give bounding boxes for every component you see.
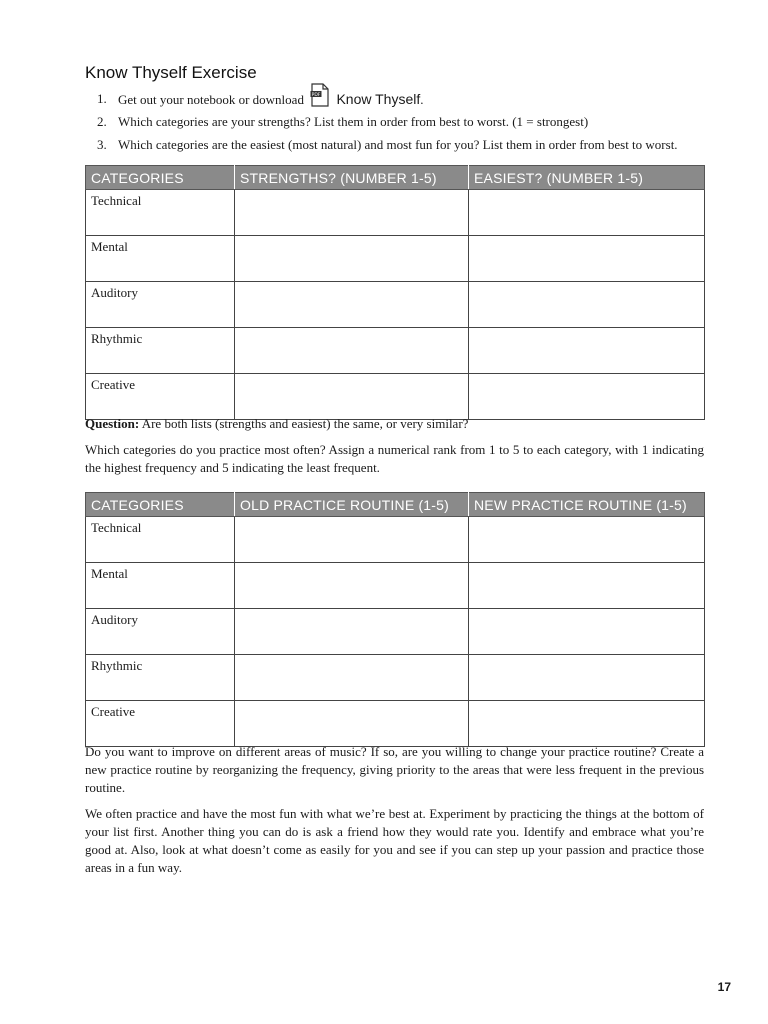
pdf-file-icon[interactable] — [310, 83, 330, 113]
list-item — [85, 135, 705, 158]
table-row — [86, 609, 705, 655]
column-header: EASIEST? (NUMBER 1-5) — [469, 166, 705, 190]
strength-input-cell[interactable] — [235, 328, 469, 374]
table-header-row — [86, 166, 705, 190]
step-suffix: . — [420, 92, 424, 107]
table-row — [86, 282, 705, 328]
table-row — [86, 328, 705, 374]
table-row — [86, 517, 705, 563]
category-cell: Rhythmic — [86, 328, 235, 374]
column-header: NEW PRACTICE ROUTINE (1-5) — [469, 493, 705, 517]
table-header-row — [86, 493, 705, 517]
rank-instruction: Which categories do you practice most often? Assign a numerical rank from 1 to 5 to each category, with 1 indicating the highest frequency and 5 indicating the least frequent. — [85, 442, 704, 475]
category-cell: Auditory — [86, 609, 235, 655]
advice-paragraph: We often practice and have the most fun with what we’re best at. Experiment by practicing the things at the bottom of your list first. Another thing you can do is ask a friend how they would rate you. Identify and embrace what you’re good at. Also, look at what doesn’t come as easily for you and see if you can step up your passion and practice those areas in a fun way. — [85, 806, 704, 875]
practice-routine-table — [85, 492, 705, 747]
step-list — [85, 89, 705, 158]
question-paragraph — [85, 415, 704, 433]
table-row — [86, 236, 705, 282]
question-text: Are both lists (strengths and easiest) the same, or very similar? — [139, 416, 469, 431]
list-item — [85, 112, 705, 135]
category-cell: Mental — [86, 236, 235, 282]
column-header: CATEGORIES — [86, 493, 235, 517]
category-cell: Creative — [86, 701, 235, 747]
column-header: STRENGTHS? (NUMBER 1-5) — [235, 166, 469, 190]
easiest-input-cell[interactable] — [469, 374, 705, 420]
know-thyself-download-link[interactable]: Know Thyself — [336, 91, 421, 107]
table-row — [86, 563, 705, 609]
new-routine-input-cell[interactable] — [469, 517, 705, 563]
category-cell: Rhythmic — [86, 655, 235, 701]
category-cell: Technical — [86, 190, 235, 236]
table-row — [86, 190, 705, 236]
easiest-input-cell[interactable] — [469, 328, 705, 374]
new-routine-input-cell[interactable] — [469, 701, 705, 747]
step-text: Get out your notebook or download — [118, 92, 304, 107]
page-title: Know Thyself Exercise — [85, 63, 257, 82]
page-number: 17 — [717, 980, 731, 994]
new-routine-input-cell[interactable] — [469, 563, 705, 609]
column-header: OLD PRACTICE ROUTINE (1-5) — [235, 493, 469, 517]
column-header: CATEGORIES — [86, 166, 235, 190]
category-cell: Technical — [86, 517, 235, 563]
table-row — [86, 701, 705, 747]
strength-input-cell[interactable] — [235, 236, 469, 282]
question-label: Question: — [85, 416, 140, 431]
category-cell: Auditory — [86, 282, 235, 328]
step-text: Which categories are the easiest (most natural) and most fun for you? List them in order from best to worst. — [118, 137, 678, 152]
table-row — [86, 374, 705, 420]
easiest-input-cell[interactable] — [469, 190, 705, 236]
step-number: 1. — [97, 91, 107, 106]
strength-input-cell[interactable] — [235, 374, 469, 420]
step-text: Which categories are your strengths? List them in order from best to worst. (1 = strongest) — [118, 114, 589, 129]
step-number: 3. — [97, 137, 107, 152]
old-routine-input-cell[interactable] — [235, 517, 469, 563]
improve-paragraph: Do you want to improve on different areas of music? If so, are you willing to change your practice routine? Create a new practice routine by reorganizing the frequency, giving priority to the areas that were less frequent in the previous routine. — [85, 744, 704, 795]
new-routine-input-cell[interactable] — [469, 609, 705, 655]
strengths-table — [85, 165, 705, 420]
category-cell: Creative — [86, 374, 235, 420]
strength-input-cell[interactable] — [235, 190, 469, 236]
step-number: 2. — [97, 114, 107, 129]
easiest-input-cell[interactable] — [469, 236, 705, 282]
list-item — [85, 89, 705, 112]
old-routine-input-cell[interactable] — [235, 563, 469, 609]
category-cell: Mental — [86, 563, 235, 609]
old-routine-input-cell[interactable] — [235, 701, 469, 747]
easiest-input-cell[interactable] — [469, 282, 705, 328]
new-routine-input-cell[interactable] — [469, 655, 705, 701]
strength-input-cell[interactable] — [235, 282, 469, 328]
svg-text:PDF: PDF — [311, 92, 321, 98]
table-row — [86, 655, 705, 701]
old-routine-input-cell[interactable] — [235, 655, 469, 701]
old-routine-input-cell[interactable] — [235, 609, 469, 655]
